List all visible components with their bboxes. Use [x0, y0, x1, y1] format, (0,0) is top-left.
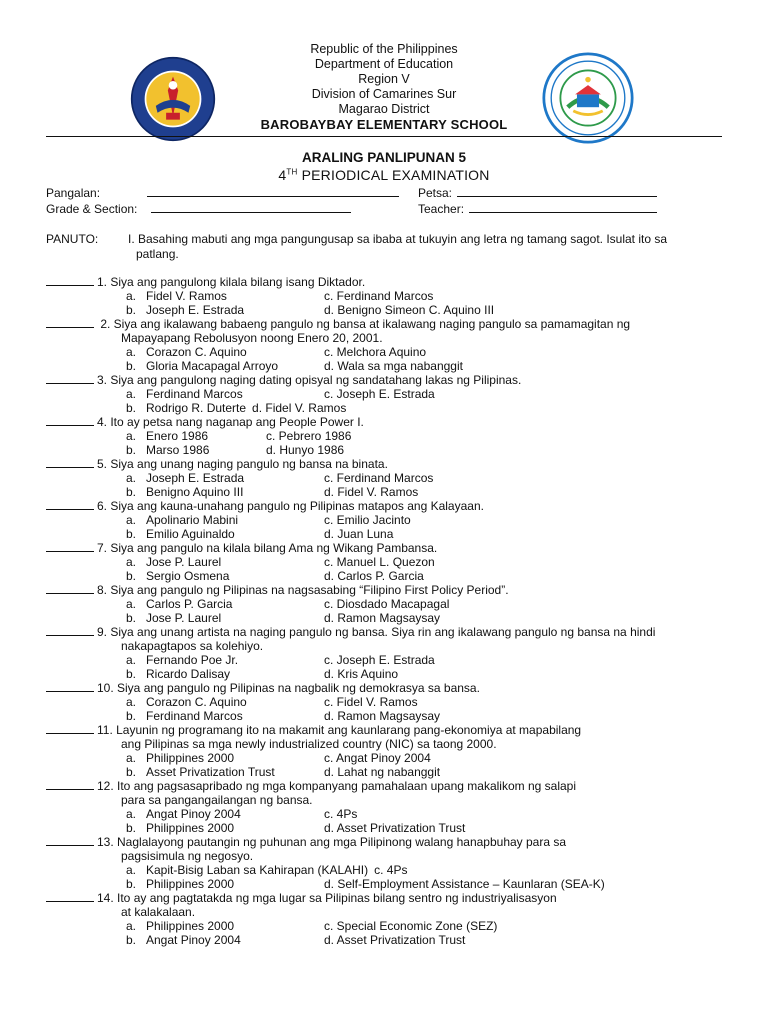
question-line [46, 275, 726, 289]
choice-row [46, 821, 726, 835]
choice-d: d. Juan Luna [324, 527, 394, 541]
school-name: BAROBAYBAY ELEMENTARY SCHOOL [260, 117, 508, 132]
choice-letter: b. [126, 569, 137, 583]
answer-blank[interactable] [46, 779, 94, 790]
choice-row [46, 653, 726, 667]
question-item [46, 457, 726, 499]
question-line [46, 499, 726, 513]
answer-blank[interactable] [46, 373, 94, 384]
choice-b: Benigno Aquino III [146, 485, 244, 499]
date-field[interactable] [418, 185, 657, 200]
choice-letter: a. [126, 807, 137, 821]
question-item [46, 723, 726, 779]
answer-blank[interactable] [46, 835, 94, 846]
choice-row [46, 807, 726, 821]
choice-letter: b. [126, 611, 137, 625]
answer-blank[interactable] [46, 415, 94, 426]
choice-d: d. Fidel V. Ramos [324, 485, 419, 499]
choice-c: c. Pebrero 1986 [266, 429, 352, 443]
date-label: Petsa: [418, 186, 453, 200]
question-text: 8. Siya ang pangulo ng Pilipinas na nagsasabing “Filipino First Policy Period”. [97, 583, 509, 597]
choice-d: d. Kris Aquino [324, 667, 399, 681]
question-line [46, 779, 726, 793]
choice-c: c. Ferdinand Marcos [324, 289, 434, 303]
header-district: Magarao District [338, 102, 430, 116]
choice-b: Philippines 2000 [146, 821, 235, 835]
question-text-continued: pagsisimula ng negosyo. [121, 849, 254, 863]
question-line [46, 317, 726, 331]
period-text: PERIODICAL EXAMINATION [297, 167, 490, 183]
exam-subject: ARALING PANLIPUNAN 5 [301, 150, 466, 165]
choice-row [46, 709, 726, 723]
question-text: 10. Siya ang pangulo ng Pilipinas na nagbalik ng demokrasya sa bansa. [97, 681, 480, 695]
question-list [46, 275, 726, 947]
choice-letter: b. [126, 765, 137, 779]
question-item [46, 891, 726, 947]
question-text: 1. Siya ang pangulong kilala bilang isang Diktador. [97, 275, 366, 289]
question-item [46, 541, 726, 583]
question-text-continued: para sa pangangailangan ng bansa. [121, 793, 313, 807]
question-text-continued: ang Pilipinas sa mga newly industrialized country (NIC) sa taong 2000. [121, 737, 497, 751]
question-text: 6. Siya ang kauna-unahang pangulo ng Pilipinas matapos ang Kalayaan. [97, 499, 484, 513]
choice-a: Philippines 2000 [146, 919, 235, 933]
choice-row [46, 429, 726, 443]
choice-d: d. Lahat ng nabanggit [324, 765, 441, 779]
choice-b: Gloria Macapagal Arroyo [146, 359, 279, 373]
choice-letter: a. [126, 919, 137, 933]
choice-c: c. 4Ps [374, 863, 408, 877]
question-text: 12. Ito ang pagsasapribado ng mga kompanyang pamahalaan upang makalikom ng salapi [97, 779, 576, 793]
question-item [46, 499, 726, 541]
question-text: 4. Ito ay petsa nang naganap ang People Power I. [97, 415, 364, 429]
choice-c: c. Special Economic Zone (SEZ) [324, 919, 498, 933]
choice-letter: a. [126, 429, 137, 443]
question-line [46, 541, 726, 555]
letterhead [200, 42, 568, 132]
question-text: 2. Siya ang ikalawang babaeng pangulo ng bansa at ikalawang naging pangulo sa pamamagitan ng [97, 317, 631, 331]
choice-letter: b. [126, 359, 137, 373]
choice-c: c. Manuel L. Quezon [324, 555, 435, 569]
choice-row [46, 611, 726, 625]
question-line [46, 457, 726, 471]
choice-row [46, 345, 726, 359]
teacher-label: Teacher: [418, 202, 465, 216]
choice-letter: b. [126, 485, 137, 499]
choice-letter: b. [126, 667, 137, 681]
choice-a: Corazon C. Aquino [146, 345, 247, 359]
question-line [46, 583, 726, 597]
exam-title [0, 167, 768, 183]
header-republic: Republic of the Philippines [310, 42, 458, 56]
grade-section-label: Grade & Section: [46, 202, 138, 216]
choice-a: Enero 1986 [146, 429, 209, 443]
choice-c: c. Joseph E. Estrada [324, 653, 435, 667]
choice-a: Jose P. Laurel [146, 555, 222, 569]
choice-row [46, 919, 726, 933]
choice-d: d. Ramon Magsaysay [324, 611, 441, 625]
name-field[interactable] [46, 185, 399, 200]
choice-a: Angat Pinoy 2004 [146, 807, 241, 821]
choice-row [46, 401, 726, 415]
choice-letter: a. [126, 513, 137, 527]
choice-row [46, 695, 726, 709]
choice-letter: b. [126, 709, 137, 723]
question-item [46, 583, 726, 625]
choice-letter: a. [126, 345, 137, 359]
question-line [46, 835, 726, 849]
choice-a: Fidel V. Ramos [146, 289, 227, 303]
choice-b: Ferdinand Marcos [146, 709, 243, 723]
question-item [46, 317, 726, 373]
choice-row [46, 751, 726, 765]
question-item [46, 835, 726, 891]
choice-row [46, 555, 726, 569]
choice-letter: b. [126, 303, 137, 317]
choice-b: Joseph E. Estrada [146, 303, 245, 317]
header-department: Department of Education [314, 57, 454, 71]
question-line [46, 723, 726, 737]
choice-a: Joseph E. Estrada [146, 471, 245, 485]
instructions-text [128, 232, 720, 262]
choice-row [46, 877, 726, 891]
choice-row [46, 387, 726, 401]
choice-row [46, 289, 726, 303]
choice-row [46, 569, 726, 583]
question-text: 13. Naglalayong pautangin ng puhunan ang mga Pilipinong walang hanapbuhay para sa [97, 835, 567, 849]
choice-row [46, 765, 726, 779]
question-text: 5. Siya ang unang naging pangulo ng bansa na binata. [97, 457, 388, 471]
choice-c: c. Angat Pinoy 2004 [324, 751, 431, 765]
choice-a: Philippines 2000 [146, 751, 235, 765]
answer-blank[interactable] [46, 681, 94, 692]
choice-letter: a. [126, 695, 137, 709]
choice-row [46, 667, 726, 681]
question-text: 9. Siya ang unang artista na naging pangulo ng bansa. Siya rin ang ikalawang pangulo ng bansa na hindi [97, 625, 656, 639]
question-text: 11. Layunin ng programang ito na makamit ang kaunlarang pang-ekonomiya at mapabilang [97, 723, 582, 737]
choice-a: Corazon C. Aquino [146, 695, 247, 709]
choice-b: Rodrigo R. Duterte [146, 401, 247, 415]
choice-a: Ferdinand Marcos [146, 387, 243, 401]
choice-a: Fernando Poe Jr. [146, 653, 239, 667]
answer-blank[interactable] [46, 723, 94, 734]
choice-letter: b. [126, 443, 137, 457]
choice-row [46, 303, 726, 317]
choice-a: Kapit-Bisig Laban sa Kahirapan (KALAHI) [146, 863, 369, 877]
question-item [46, 373, 726, 415]
grade-section-field[interactable] [46, 201, 351, 216]
choice-row [46, 485, 726, 499]
instructions-line-1: I. Basahing mabuti ang mga pangungusap sa ibaba at tukuyin ang letra ng tamang sagot. Isulat ito sa [128, 232, 668, 246]
question-text-continued: at kalakalaan. [121, 905, 196, 919]
name-blank[interactable] [147, 185, 399, 197]
choice-c: c. Diosdado Macapagal [324, 597, 450, 611]
question-item [46, 275, 726, 317]
question-line [46, 415, 726, 429]
question-text-continued: Mapayapang Rebolusyon noong Enero 20, 2001. [121, 331, 383, 345]
choice-c: c. Fidel V. Ramos [324, 695, 418, 709]
choice-letter: b. [126, 933, 137, 947]
choice-letter: a. [126, 751, 137, 765]
question-item [46, 779, 726, 835]
choice-d: d. Self-Employment Assistance – Kaunlaran (SEA-K) [324, 877, 605, 891]
choice-b: Asset Privatization Trust [146, 765, 275, 779]
choice-b: Angat Pinoy 2004 [146, 933, 241, 947]
header-region: Region V [358, 72, 410, 86]
choice-a: Carlos P. Garcia [146, 597, 233, 611]
answer-blank[interactable] [46, 891, 94, 902]
teacher-field[interactable] [418, 201, 657, 216]
choice-letter: b. [126, 401, 137, 415]
question-line [46, 625, 726, 639]
answer-blank[interactable] [46, 625, 94, 636]
choice-row [46, 933, 726, 947]
answer-blank[interactable] [46, 457, 94, 468]
choice-d: d. Wala sa mga nabanggit [324, 359, 463, 373]
choice-row [46, 527, 726, 541]
choice-c: c. Ferdinand Marcos [324, 471, 434, 485]
grade-section-blank[interactable] [151, 201, 351, 213]
choice-letter: a. [126, 597, 137, 611]
question-line [46, 373, 726, 387]
answer-blank[interactable] [46, 583, 94, 594]
question-item [46, 681, 726, 723]
name-label: Pangalan: [46, 186, 101, 200]
choice-letter: a. [126, 863, 137, 877]
choice-row [46, 443, 726, 457]
choice-letter: a. [126, 555, 137, 569]
choice-b: Marso 1986 [146, 443, 210, 457]
instructions-line-2: patlang. [136, 247, 179, 261]
choice-c: c. Joseph E. Estrada [324, 387, 435, 401]
header-divider [46, 136, 722, 137]
answer-blank[interactable] [46, 317, 94, 328]
choice-b: Ricardo Dalisay [146, 667, 231, 681]
answer-blank[interactable] [46, 275, 94, 286]
choice-row [46, 597, 726, 611]
question-item [46, 415, 726, 457]
question-text: 3. Siya ang pangulong naging dating opisyal ng sandatahang lakas ng Pilipinas. [97, 373, 522, 387]
choice-letter: b. [126, 527, 137, 541]
choice-d: d. Carlos P. Garcia [324, 569, 424, 583]
period-suffix: TH [286, 167, 298, 177]
question-line [46, 681, 726, 695]
header-division: Division of Camarines Sur [311, 87, 457, 101]
choice-d: d. Ramon Magsaysay [324, 709, 441, 723]
question-text-continued: nakapagtapos sa kolehiyo. [121, 639, 264, 653]
choice-d: d. Fidel V. Ramos [252, 401, 347, 415]
choice-b: Jose P. Laurel [146, 611, 222, 625]
choice-letter: a. [126, 653, 137, 667]
instructions-label: PANUTO: [46, 232, 99, 246]
choice-c: c. 4Ps [324, 807, 358, 821]
date-blank[interactable] [457, 185, 657, 197]
choice-b: Philippines 2000 [146, 877, 235, 891]
choice-c: c. Melchora Aquino [324, 345, 427, 359]
choice-c: c. Emilio Jacinto [324, 513, 411, 527]
choice-row [46, 471, 726, 485]
choice-letter: b. [126, 821, 137, 835]
answer-blank[interactable] [46, 499, 94, 510]
choice-row [46, 359, 726, 373]
choice-d: d. Asset Privatization Trust [324, 933, 466, 947]
question-line [46, 891, 726, 905]
choice-d: d. Benigno Simeon C. Aquino III [324, 303, 495, 317]
question-text: 7. Siya ang pangulo na kilala bilang Ama ng Wikang Pambansa. [97, 541, 438, 555]
choice-d: d. Hunyo 1986 [266, 443, 345, 457]
choice-row [46, 513, 726, 527]
choice-a: Apolinario Mabini [146, 513, 239, 527]
choice-letter: a. [126, 387, 137, 401]
choice-letter: a. [126, 471, 137, 485]
choice-letter: a. [126, 289, 137, 303]
period-number: 4 [278, 167, 287, 183]
choice-d: d. Asset Privatization Trust [324, 821, 466, 835]
question-item [46, 625, 726, 681]
choice-row [46, 863, 726, 877]
choice-letter: b. [126, 877, 137, 891]
choice-b: Emilio Aguinaldo [146, 527, 235, 541]
teacher-blank[interactable] [469, 201, 657, 213]
choice-b: Sergio Osmena [146, 569, 230, 583]
question-text: 14. Ito ay ang pagtatakda ng mga lugar sa Pilipinas bilang sentro ng industriyalisasyon [97, 891, 557, 905]
answer-blank[interactable] [46, 541, 94, 552]
